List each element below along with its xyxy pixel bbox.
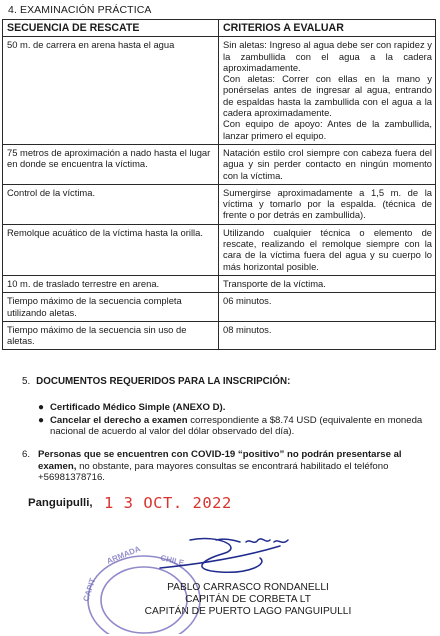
- section-4-title: 4. EXAMINACIÓN PRÁCTICA: [8, 4, 152, 16]
- rescue-sequence-cell: Tiempo máximo de la secuencia completa utilizando aletas.: [3, 293, 219, 322]
- signatory-rank: CAPITÁN DE CORBETA LT: [185, 594, 311, 606]
- table-row: [3, 293, 436, 322]
- handwritten-signature-icon: [150, 528, 390, 578]
- evaluation-criteria-cell: [219, 293, 436, 322]
- header-sequence: SECUENCIA DE RESCATE: [3, 20, 219, 37]
- section-5-number: 5.: [22, 376, 31, 387]
- covid-notice-rest: no obstante, para mayores consultas se encontrará habilitado el teléfono +56981378716.: [38, 460, 389, 484]
- table-row: [3, 275, 436, 292]
- rescue-sequence-cell: 50 m. de carrera en arena hasta el agua: [3, 37, 219, 145]
- rescue-sequence-cell: Control de la víctima.: [3, 184, 219, 224]
- svg-text:CAPIT: CAPIT: [81, 577, 98, 603]
- evaluation-criteria-cell: [219, 184, 436, 224]
- requirement-bold: Cancelar el derecho a examen: [50, 414, 188, 426]
- table-header-row: [3, 20, 436, 37]
- section-6-covid-notice: [22, 449, 434, 484]
- section-5-heading: DOCUMENTOS REQUERIDOS PARA LA INSCRIPCIÓN:: [36, 376, 291, 387]
- evaluation-criteria-cell: [219, 321, 436, 350]
- table-row: [3, 224, 436, 275]
- signatory-name: PABLO CARRASCO RONDANELLI: [167, 582, 329, 593]
- requirement-rest: correspondiente a $8.74 USD (equivalente en moneda nacional de acuerdo al valor del dólar observado del día).: [50, 414, 423, 438]
- rescue-sequence-cell: Remolque acuático de la víctima hasta la orilla.: [3, 224, 219, 275]
- bullet-icon: ●: [38, 414, 45, 426]
- criteria-paragraph: Con equipo de apoyo: Antes de la zambullida, lanzar primero el equipo.: [223, 118, 432, 141]
- criteria-paragraph: Sin aletas: Ingreso al agua debe ser con rapidez y la zambullida con el agua a la cadera aproximadamente.: [223, 39, 432, 73]
- covid-notice-bold: Personas que se encuentren con COVID-19 “positivo” no podrán presentarse al examen,: [38, 449, 402, 472]
- criteria-paragraph: 06 minutos.: [223, 295, 272, 307]
- table-row: [3, 184, 436, 224]
- bullet-icon: ●: [38, 402, 45, 413]
- section-6-number: 6.: [22, 449, 31, 460]
- svg-text:ARMADA: ARMADA: [105, 544, 142, 566]
- rescue-sequence-cell: 10 m. de traslado terrestre en arena.: [3, 275, 219, 292]
- rescue-sequence-cell: 75 metros de aproximación a nado hasta el lugar en donde se encuentra la víctima.: [3, 144, 219, 184]
- svg-text:CHILE: CHILE: [159, 553, 185, 568]
- evaluation-criteria-cell: [219, 37, 436, 145]
- table-row: [3, 321, 436, 350]
- signature-block: [118, 582, 378, 619]
- header-criteria: CRITERIOS A EVALUAR: [219, 20, 436, 37]
- requirement-bold: Certificado Médico Simple (ANEXO D).: [50, 402, 226, 413]
- place-name: Panguipulli,: [28, 497, 93, 509]
- table-row: [3, 37, 436, 145]
- list-item: [38, 415, 434, 438]
- date-stamp: 1 3 OCT. 2022: [104, 494, 232, 512]
- rescue-evaluation-table: [2, 19, 436, 350]
- table-row: [3, 144, 436, 184]
- requirements-list: [38, 402, 434, 439]
- criteria-paragraph: Utilizando cualquier técnica o elemento de rescate, realizando el remolque siempre con la cara de la víctima fuera del agua y su cuerpo lo más horizontal posible.: [223, 226, 432, 272]
- criteria-paragraph: Natación estilo crol siempre con cabeza fuera del agua y sin perder contacto en ningún momento con la víctima.: [223, 146, 432, 181]
- list-item: [38, 402, 434, 414]
- signatory-post: CAPITÁN DE PUERTO LAGO PANGUIPULLI: [144, 606, 352, 618]
- rescue-sequence-cell: Tiempo máximo de la secuencia sin uso de aletas.: [3, 321, 219, 350]
- evaluation-criteria-cell: [219, 144, 436, 184]
- criteria-paragraph: Sumergirse aproximadamente a 1,5 m. de la víctima y tomarlo por la espalda. (técnica de frente o por detrás en zambullida).: [223, 186, 432, 221]
- evaluation-criteria-cell: [219, 224, 436, 275]
- evaluation-criteria-cell: [219, 275, 436, 292]
- criteria-paragraph: Transporte de la víctima.: [223, 277, 326, 289]
- section-5-title: [22, 376, 290, 387]
- criteria-paragraph: Con aletas: Correr con ellas en la mano y ponérselas antes de ingresar al agua, entrando de espaldas hasta la zambullida con el agua a la cadera aproximadamente.: [223, 73, 432, 119]
- criteria-paragraph: 08 minutos.: [223, 323, 272, 335]
